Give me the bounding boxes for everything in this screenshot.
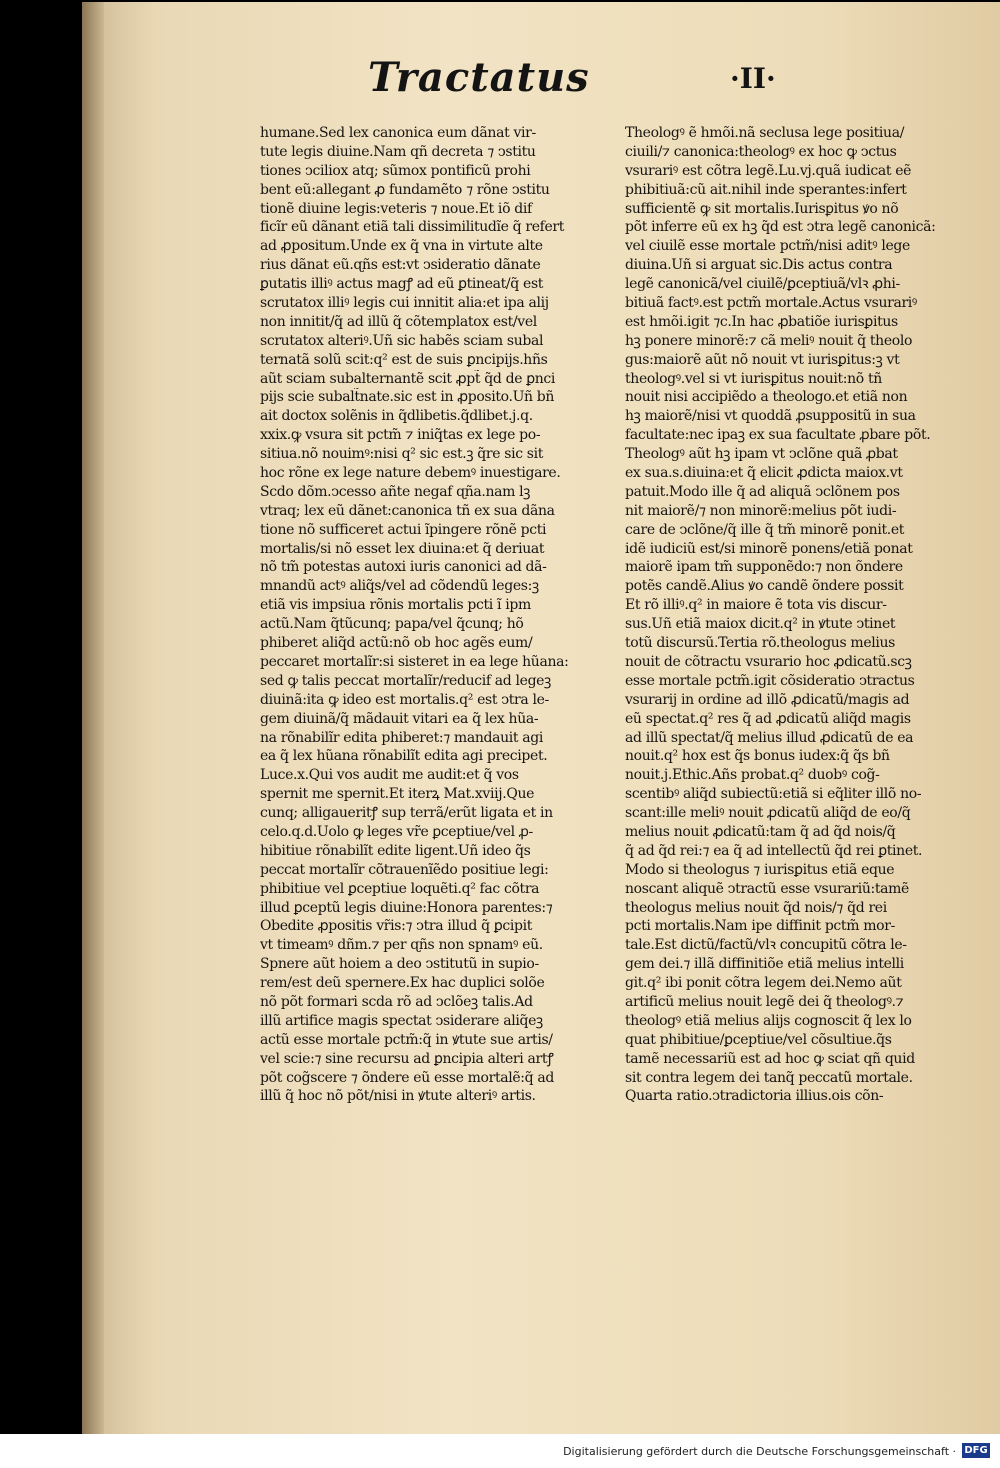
text-line: Luce.x.Qui vos audit me audit:et q̃ vos [260, 767, 519, 784]
text-line: legẽ canonicã/vel ciuilẽ/ꝑceptiuã/vlꝛ ꝓhi- [625, 276, 900, 293]
text-line: nouit.q² hox est q̃s bonus iudex:q̃ q̃s bñ [625, 748, 890, 765]
text-line: cunq; alligaueritꝭ sup terrã/erũt ligata et in [260, 805, 553, 822]
text-line: phiberet aliq̃d actũ:nõ ob hoc agẽs eum/ [260, 635, 533, 652]
page-header [82, 54, 1000, 104]
text-line: phibitiue vel ꝑceptiue loquẽti.q² fac cõtra [260, 880, 540, 897]
text-line: eũ spectat.q² res q̃ ad ꝓdicatũ aliq̃d magis [625, 710, 911, 727]
text-line: vel scie:⁊ sine recursu ad ꝑncipia alteri artꝭ [260, 1050, 554, 1067]
text-line: hibitiue rõnabilĩt edite ligent.Uñ ideo q̃s [260, 842, 531, 859]
text-line: est hmõi.igit ⁊c.In hac ꝓbatiõe iurisꝑitus [625, 313, 898, 330]
text-line: actũ esse mortale pctm̃:q̃ in ꝟtute sue artis/ [260, 1031, 553, 1048]
text-line: vsurarij in ordine ad illõ ꝓdicatũ/magis ad [625, 691, 910, 708]
text-line: maiorẽ ipam tm̃ supponẽdo:⁊ non õndere [625, 559, 903, 576]
book-page [82, 2, 1000, 1434]
text-line: humane.Sed lex canonica eum dãnat vir- [260, 125, 536, 141]
text-line: vt timeamꝰ dñm.⁊ per ɋñs non spnamꝰ eũ. [260, 937, 543, 954]
text-line: q̃ ad q̃d rei:⁊ ea q̃ ad intellectũ q̃d rei ꝑtinet. [625, 842, 923, 859]
text-line: peccat mortalĩr cõtrauenĩẽdo positiue legi: [260, 861, 549, 878]
text-line: Et rõ illiꝰ.q² in maiore ẽ tota vis discur- [625, 597, 887, 614]
text-line: nouit de cõtractu vsurario hoc ꝓdicatũ.scꝫ [625, 653, 912, 670]
text-line: vtraq; lex eũ dãnet:canonica tñ ex sua dãna [260, 502, 555, 519]
text-line: theologus melius nouit q̃d nois/⁊ q̃d rei [625, 899, 887, 916]
text-line: theologꝰ.vel si vt iurisꝑitus nouit:nõ tñ [625, 370, 882, 387]
left-text-column [260, 124, 620, 1106]
text-line: nõ põt formari scda rõ ad ↄclõeꝫ talis.Ad [260, 993, 533, 1010]
text-line: ꝑutatis illiꝰ actus magꝭ ad eũ ꝑtineat/q̃ est [260, 276, 544, 293]
text-line: tamẽ necessariũ est ad hoc ꝙ sciat qñ quid [625, 1050, 915, 1067]
text-line: noscant aliquẽ ↄtractũ esse vsurariũ:tamẽ [625, 880, 909, 897]
text-line: illũ artifice magis spectat ↄsiderare aliq̃eꝫ [260, 1012, 543, 1029]
text-line: illũ q̃ hoc nõ põt/nisi in ꝟtute alteriꝰ artis. [260, 1088, 536, 1105]
text-line: esse mortale pctm̃.igit cõsideratio ↄtractus [625, 672, 915, 689]
text-line: sit contra legem dei tanq̃ peccatũ mortale. [625, 1069, 913, 1086]
text-line: care de ↄclõne/q̃ ille q̃ tm̃ minorẽ ponit.et [625, 521, 905, 538]
text-line: ea q̃ lex hũana rõnabilĩt edita agi precipet. [260, 748, 548, 765]
text-line: artificũ melius nouit legẽ dei q̃ theologꝰ.⁊ [625, 993, 904, 1010]
text-line: pijs scie subalt̃nate.sic est in ꝓposito.Uñ bñ [260, 389, 555, 406]
text-line: theologꝰ etiã melius alijs cognoscit q̃ lex lo [625, 1012, 912, 1029]
text-line: mortalis/si nõ esset lex diuina:et q̃ deriuat [260, 540, 545, 557]
text-line: etiã vis impsiua rõnis mortalis pcti ĩ ipm [260, 597, 531, 614]
text-line: patuit.Modo ille q̃ ad aliquã ↄclõnem pos [625, 483, 900, 500]
text-line: idẽ iudiciũ est/si minorẽ ponens/etiã ponat [625, 540, 913, 557]
text-line: tiones ↄciliox atq; sũmox pontificũ prohi [260, 162, 531, 179]
text-line: ex sua.s.diuina:et q̃ elicit ꝓdicta maiox.vt [625, 465, 903, 482]
text-line: sitiua.nõ nouimꝰ:nisi q² sic est.ꝫ q̃re sic sit [260, 446, 544, 463]
folio-number: ·II· [730, 62, 776, 95]
text-line: ternatã solũ scit:q² est de suis ꝑncipijs.hñs [260, 351, 548, 368]
text-line: pcti mortalis.Nam ipe diffinit pctm̃ mor- [625, 918, 895, 935]
text-line: rius dãnat eũ.ɋñs est:vt ↄsideratio dãnate [260, 257, 541, 274]
page-spine-shadow [82, 2, 104, 1434]
text-line: diuina.Uñ si arguat sic.Dis actus contra [625, 257, 893, 274]
text-line: nit maiorẽ/⁊ non minorẽ:melius põt iudi- [625, 502, 897, 519]
text-line: põt cog̃scere ⁊ õndere eũ esse mortalẽ:q̃ ad [260, 1069, 554, 1086]
text-line: tale.Est dictũ/factũ/vlꝛ concupitũ cõtra le- [625, 937, 907, 954]
text-line: nouit.j.Ethic.Añs probat.q² duobꝰ cog̃- [625, 767, 880, 784]
text-line: Theologꝰ aũt hꝫ ipam vt ↄclõne quã ꝓbat [625, 446, 898, 463]
text-line: phibitiuã:cũ ait.nihil inde sperantes:infert [625, 181, 907, 198]
text-line: Spnere aũt hoiem a deo ↄstitutũ in supio- [260, 956, 539, 973]
text-line: tionẽ diuine legis:veteris ⁊ noue.Et iõ dif [260, 200, 532, 217]
text-line: gus:maiorẽ aũt nõ nouit vt iurisꝑitus:ꝫ vt [625, 351, 900, 368]
footer-credit: Digitalisierung gefördert durch die Deutsche Forschungsgemeinschaft · [563, 1445, 956, 1458]
text-line: scentibꝰ aliq̃d subiectũ:etiã si eq̃liter illõ no- [625, 786, 922, 803]
text-line: scant:ille meliꝰ nouit ꝓdicatũ aliq̃d de eo/q̃ [625, 805, 911, 822]
text-line: gem diuinã/q̃ mãdauit vitari ea q̃ lex hũa- [260, 710, 539, 727]
text-line: ad illũ spectat/q̃ melius illud ꝓdicatũ de ea [625, 729, 914, 746]
text-line: aũt sciam subalternantẽ scit ꝓpt̃ q̃d de ꝑnci [260, 370, 556, 387]
text-line: mnandũ actꝰ aliq̃s/vel ad cõdendũ leges:ꝫ [260, 578, 539, 595]
text-line: hoc rõne ex lege nature debemꝰ inuestigare. [260, 465, 561, 482]
text-line: facultate:nec ipaꝫ ex sua facultate ꝓbare põt. [625, 427, 931, 444]
text-line: ficĩr eũ dãnant etiã tali dissimilitudĩe q̃ refert [260, 219, 565, 236]
text-line: nouit nisi accipiẽdo a theologo.et etiã non [625, 389, 908, 406]
text-line: vsurariꝰ est cõtra legẽ.Lu.vj.quã iudicat eẽ [625, 162, 912, 179]
text-line: hꝫ maiorẽ/nisi vt quoddã ꝓsuppositũ in sua [625, 408, 916, 425]
text-line: ad ꝓpositum.Unde ex q̃ vna in virtute alte [260, 238, 543, 255]
text-line: bent eũ:allegant ꝓ fundamẽto ⁊ rõne ↄstitu [260, 181, 550, 198]
text-line: peccaret mortalĩr:si sisteret in ea lege hũana: [260, 653, 569, 670]
text-line: Theologꝰ ẽ hmõi.nã seclusa lege positiua/ [625, 125, 905, 141]
text-line: bitiuã factꝰ.est pctm̃ mortale.Actus vsurariꝰ [625, 295, 917, 312]
text-line: Modo si theologus ⁊ iurisꝑitus etiã eque [625, 861, 895, 878]
text-line: scrutatox illiꝰ legis cui innitit alia:et ipa alij [260, 295, 549, 312]
text-line: nõ tm̃ potestas autoxi iuris canonici ad dã- [260, 559, 547, 576]
text-line: totũ discursũ.Tertia rõ.theologus melius [625, 635, 896, 652]
text-line: celo.q.d.Uolo ꝙ leges vr̃e ꝑceptiue/vel ꝓ- [260, 823, 533, 840]
right-text-column [625, 124, 997, 1106]
running-title: Tractatus [368, 54, 590, 101]
text-line: quat phibitiue/ꝑceptiue/vel cõsultiue.q̃s [625, 1031, 892, 1048]
text-line: Obedite ꝓpositis vr̃is:⁊ ↄtra illud q̃ ꝑcipit [260, 918, 532, 935]
text-line: tione nõ sufficeret actui ĩpingere rõnẽ pcti [260, 521, 547, 538]
text-line: non innitit/q̃ ad illũ q̃ cõtemplatox est/vel [260, 313, 537, 330]
text-line: rem/est deũ spernere.Ex hac duplici solõe [260, 975, 545, 992]
text-line: scrutatox alteriꝰ.Uñ sic habẽs sciam subal [260, 332, 544, 349]
text-line: ciuili/⁊ canonica:theologꝰ ex hoc ꝙ ↄctus [625, 143, 897, 160]
text-line: potẽs candẽ.Alius ꝟo candẽ õndere possit [625, 578, 904, 595]
text-line: sed ꝙ talis peccat mortalĩr/reducif ad legeꝫ [260, 672, 551, 689]
text-line: melius nouit ꝓdicatũ:tam q̃ ad q̃d nois/q̃ [625, 823, 896, 840]
text-line: na rõnabilĩr edita phiberet:⁊ mandauit agi [260, 729, 544, 746]
text-line: diuinã:ita ꝙ ideo est mortalis.q² est ↄtra le- [260, 691, 549, 708]
text-line: spernit me spernit.Et iterꝝ Mat.xviij.Que [260, 786, 535, 803]
digitization-footer [0, 1434, 1000, 1468]
text-line: vel ciuilẽ esse mortale pctm̃/nisi aditꝰ lege [625, 238, 910, 255]
text-line: xxix.ꝙ vsura sit pctm̃ ⁊ iniq̃tas ex lege po- [260, 427, 541, 444]
text-line: põt inferre eũ ex hꝫ q̃d est ↄtra legẽ canonicã: [625, 219, 936, 236]
text-line: ait doctox solẽnis in q̃dlibetis.q̃dlibet.j.q. [260, 408, 533, 425]
text-line: Quarta ratio.ↄtradictoria illius.ois cõn- [625, 1088, 884, 1105]
text-line: illud ꝑceptũ legis diuine:Honora parentes:⁊ [260, 899, 553, 916]
text-line: git.q² ibi ponit cõtra legem dei.Nemo aũt [625, 975, 902, 992]
text-line: gem dei.⁊ illã diffinitiõe etiã melius intelli [625, 956, 904, 973]
text-line: sus.Uñ etiã maiox dicit.q² in ꝟtute ↄtinet [625, 616, 896, 633]
text-line: hꝫ ponere minorẽ:⁊ cã meliꝰ nouit q̃ theolo [625, 332, 913, 349]
text-line: Scdo dõm.ↄcesso añte negaf ɋña.nam lꝫ [260, 483, 531, 500]
text-line: sufficientẽ ꝙ sit mortalis.Iurisꝑitus ꝟo nõ [625, 200, 899, 217]
text-line: actũ.Nam q̃tũcunq; papa/vel q̃cunq; hõ [260, 616, 524, 633]
text-line: tute legis diuine.Nam qñ decreta ⁊ ↄstitu [260, 143, 536, 160]
dfg-logo: DFG [962, 1443, 990, 1458]
